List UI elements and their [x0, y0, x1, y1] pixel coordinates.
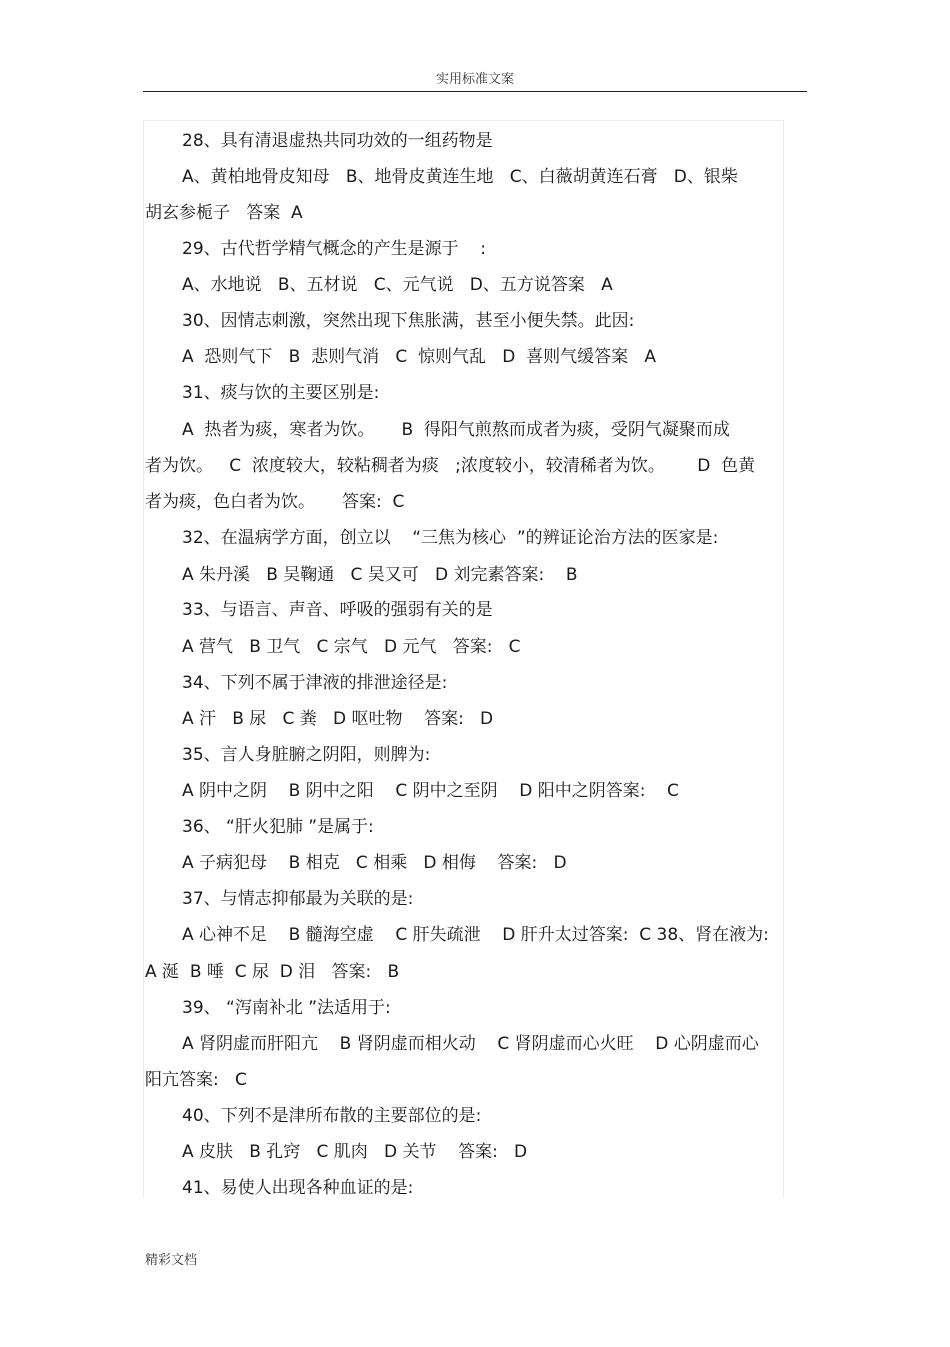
text-line: 31、痰与饮的主要区别是:	[182, 383, 380, 403]
text-line: A、黄柏地骨皮知母 B、地骨皮黄连生地 C、白薇胡黄连石膏 D、银柴	[182, 167, 738, 187]
page-header-title: 实用标准文案	[435, 72, 514, 87]
text-line: A 肾阴虚而肝阳亢 B 肾阴虚而相火动 C 肾阴虚而心火旺 D 心阴虚而心	[182, 1034, 759, 1054]
text-line: 30、因情志刺激，突然出现下焦胀满，甚至小便失禁。此因:	[182, 311, 635, 331]
text-line: 阳亢答案: C	[145, 1070, 247, 1090]
text-line: A 热者为痰，寒者为饮。 B 得阳气煎熬而成者为痰，受阴气凝聚而成	[182, 420, 730, 440]
text-line: 36、 “肝火犯肺 ”是属于:	[182, 817, 374, 837]
text-line: 35、言人身脏腑之阴阳，则脾为:	[182, 745, 431, 765]
text-line: A 营气 B 卫气 C 宗气 D 元气 答案: C	[182, 637, 521, 657]
text-line: 者为饮。 C 浓度较大，较粘稠者为痰 ;浓度较小，较清稀者为饮。 D 色黄	[145, 456, 756, 476]
text-line: 胡玄参栀子 答案 A	[145, 203, 303, 223]
text-line: A 涎 B 唾 C 尿 D 泪 答案: B	[145, 962, 400, 982]
text-line: A、水地说 B、五材说 C、元气说 D、五方说答案 A	[182, 275, 613, 295]
text-line: 33、与语言、声音、呼吸的强弱有关的是	[182, 600, 493, 620]
text-line: A 汗 B 尿 C 粪 D 呕吐物 答案: D	[182, 709, 494, 729]
text-line: 34、下列不属于津液的排泄途径是:	[182, 673, 448, 693]
text-line: A 子病犯母 B 相克 C 相乘 D 相侮 答案: D	[182, 853, 567, 873]
text-line: A 阴中之阴 B 阴中之阳 C 阴中之至阴 D 阳中之阴答案: C	[182, 781, 679, 801]
text-line: 29、古代哲学精气概念的产生是源于 :	[182, 239, 486, 259]
text-line: 者为痰，色白者为饮。 答案: C	[145, 492, 405, 512]
text-line: 40、下列不是津所布散的主要部位的是:	[182, 1106, 482, 1126]
text-line: 37、与情志抑郁最为关联的是:	[182, 889, 414, 909]
text-line: A 心神不足 B 髓海空虚 C 肝失疏泄 D 肝升太过答案: C 38、肾在液为:	[182, 925, 769, 945]
text-line: A 朱丹溪 B 吴鞠通 C 吴又可 D 刘完素答案: B	[182, 565, 578, 585]
text-line: A 皮肤 B 孔窍 C 肌肉 D 关节 答案: D	[182, 1142, 528, 1162]
header-divider	[143, 91, 807, 92]
text-line: 28、具有清退虚热共同功效的一组药物是	[182, 131, 493, 151]
page-footer-text: 精彩文档	[145, 1253, 198, 1268]
text-line: A 恐则气下 B 悲则气消 C 惊则气乱 D 喜则气缓答案 A	[182, 347, 656, 367]
text-line: 41、易使人出现各种血证的是:	[182, 1178, 414, 1198]
text-line: 39、 “泻南补北 ”法适用于:	[182, 998, 391, 1018]
text-line: 32、在温病学方面，创立以 “三焦为核心 ”的辨证论治方法的医家是:	[182, 528, 719, 548]
